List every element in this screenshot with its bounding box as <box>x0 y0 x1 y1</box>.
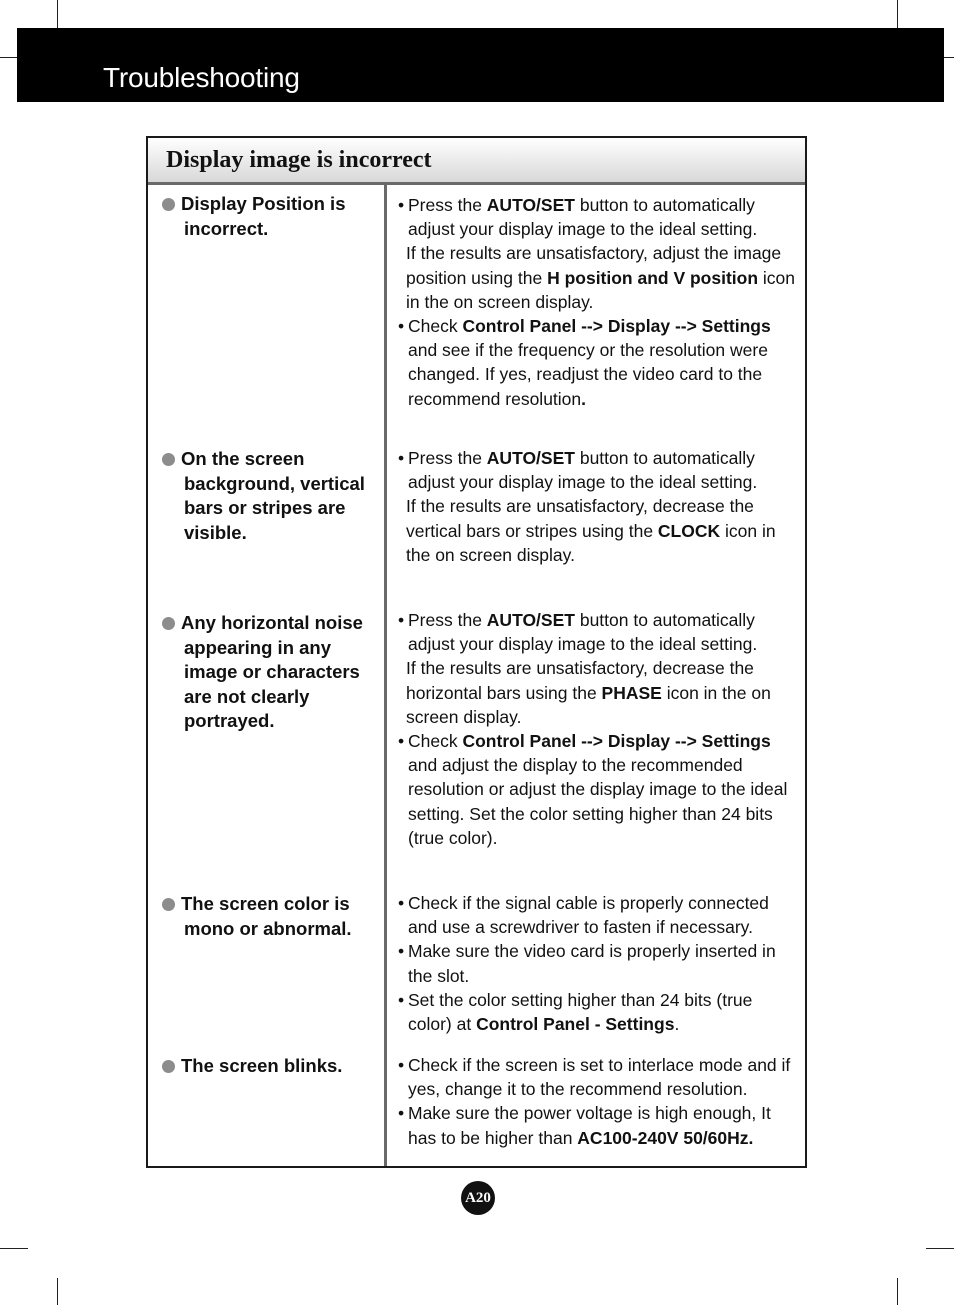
solution-text: If the results are unsatisfactory, decrease the horizontal bars using the <box>406 658 754 703</box>
symptom-horizontal-noise <box>162 611 377 734</box>
bullet: • <box>398 1055 405 1075</box>
solution-text: Check <box>408 731 463 752</box>
solution-text: . <box>674 1014 680 1035</box>
crop-mark <box>897 1278 898 1305</box>
symptom-text: incorrect. <box>184 217 269 239</box>
solution-bold: Control Panel --> Display --> Settings <box>462 316 771 337</box>
solution-screen-blinks <box>398 1053 798 1150</box>
solution-note <box>406 494 798 567</box>
solution-text: If the results are unsatisfactory, decrease the vertical bars or stripes using the <box>406 496 754 541</box>
solution-text: Check if the screen is set to interlace mode and if yes, change it to the recommend resolution. <box>408 1055 791 1100</box>
solution-vertical-bars <box>398 446 798 567</box>
bullet: • <box>398 941 405 962</box>
solution-text: Press the <box>408 195 487 215</box>
solution-item <box>398 1101 798 1149</box>
symptom-text: Display Position is <box>181 193 346 214</box>
solution-text: Make sure the video card is properly inserted in the slot. <box>408 941 776 986</box>
page-title: Troubleshooting <box>103 62 300 93</box>
solution-text: Set the color setting higher than 24 bits (true color) at <box>408 989 753 1035</box>
solution-item <box>398 608 798 729</box>
solution-item <box>398 988 798 1036</box>
symptom-screen-color <box>162 892 377 941</box>
solution-horizontal-noise <box>398 608 798 850</box>
solution-item <box>398 314 798 411</box>
solution-display-position <box>398 193 798 411</box>
panel-header <box>148 138 805 185</box>
bullet: • <box>398 1103 405 1124</box>
solution-item <box>398 939 798 987</box>
solution-text: and see if the frequency or the resolution were changed. If yes, readjust the video card to the recommend resolution <box>408 340 768 409</box>
solution-bold: Control Panel - Settings <box>476 1014 675 1035</box>
symptom-text: background, vertical bars or stripes are visible. <box>184 472 365 543</box>
panel-title: Display image is incorrect <box>166 147 432 173</box>
bullet: • <box>398 448 405 468</box>
symptom-text: Any horizontal noise <box>181 612 363 633</box>
symptom-text: On the screen <box>181 448 305 469</box>
solution-text: Press the <box>408 610 487 630</box>
solution-text: If the results are unsatisfactory, adjust the image position using the <box>406 243 782 288</box>
solution-bold: Control Panel --> Display --> Settings <box>462 731 771 752</box>
symptom-text: appearing in any image or characters are not clearly portrayed. <box>184 636 360 731</box>
solution-text: button to automatically adjust your display image to the ideal setting. <box>408 448 758 493</box>
solution-bold: AUTO/SET <box>486 610 575 630</box>
bullet-dot-icon <box>162 453 175 466</box>
solution-text: Make sure the power voltage is high enough, It has to be higher than <box>408 1103 771 1148</box>
bullet: • <box>398 195 405 215</box>
solution-item <box>398 193 798 314</box>
bullet: • <box>398 316 405 337</box>
solution-bold: AUTO/SET <box>486 195 575 215</box>
solution-text: button to automatically adjust your display image to the ideal setting. <box>408 610 758 655</box>
solution-bold: H position and V position <box>547 267 759 288</box>
solution-text: Press the <box>408 448 487 468</box>
bullet-dot-icon <box>162 1060 175 1073</box>
crop-mark <box>926 1248 954 1249</box>
solution-text: Check if the signal cable is properly connected and use a screwdriver to fasten if necessary. <box>408 893 769 938</box>
crop-mark <box>0 1248 28 1249</box>
bullet-dot-icon <box>162 898 175 911</box>
bullet: • <box>398 731 405 752</box>
solution-item <box>398 446 798 567</box>
solution-text: icon in the on screen display. <box>406 267 796 312</box>
solution-bold: . <box>581 388 587 409</box>
bullet: • <box>398 989 405 1010</box>
crop-mark <box>57 0 58 28</box>
solution-text: icon in the on screen display. <box>406 520 776 565</box>
solution-bold: CLOCK <box>657 520 721 541</box>
solution-item <box>398 1053 798 1101</box>
symptom-display-position <box>162 192 377 241</box>
symptom-vertical-bars <box>162 447 377 545</box>
page-number-badge: A20 <box>461 1181 495 1215</box>
bullet: • <box>398 610 405 630</box>
symptom-text: The screen color is <box>181 893 350 914</box>
crop-mark <box>0 57 17 58</box>
crop-mark <box>897 0 898 28</box>
solution-note <box>406 241 798 314</box>
solution-bold: PHASE <box>601 682 662 703</box>
solution-item <box>398 891 798 939</box>
solution-text: and adjust the display to the recommended resolution or adjust the display image to the ideal setting. Set the color setting higher than 24 bits (true color). <box>408 755 788 848</box>
bullet-dot-icon <box>162 198 175 211</box>
bullet: • <box>398 893 405 913</box>
crop-mark <box>57 1278 58 1305</box>
solution-text: Check <box>408 316 463 337</box>
symptom-screen-blinks <box>162 1054 377 1079</box>
symptom-text: mono or abnormal. <box>184 917 352 939</box>
bullet-dot-icon <box>162 617 175 630</box>
solution-text: button to automatically adjust your display image to the ideal setting. <box>408 195 758 240</box>
symptom-text: The screen blinks. <box>181 1055 343 1076</box>
solution-item <box>398 729 798 850</box>
solution-note <box>406 656 798 729</box>
solution-bold: AC100-240V 50/60Hz. <box>577 1127 754 1148</box>
solution-text: icon in the on screen display. <box>406 682 771 727</box>
column-divider <box>384 185 387 1166</box>
solution-bold: AUTO/SET <box>486 448 575 468</box>
solution-screen-color <box>398 891 798 1036</box>
crop-mark <box>944 57 954 58</box>
troubleshooting-panel <box>146 136 807 1168</box>
